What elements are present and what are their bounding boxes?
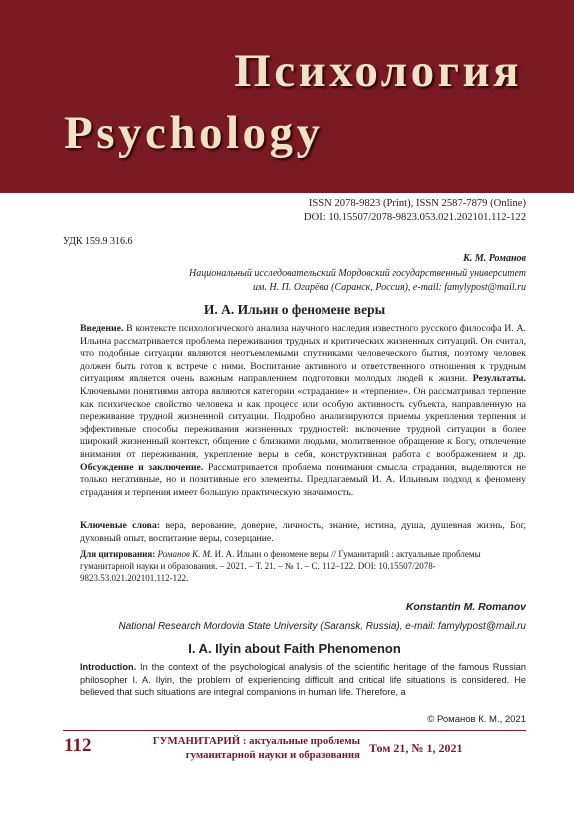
page-number: 112 bbox=[64, 735, 92, 756]
issn-block bbox=[304, 197, 526, 225]
volume-info: Том 21, № 1, 2021 bbox=[369, 741, 463, 755]
footer-rule bbox=[63, 730, 526, 731]
affiliation-ru-line2: им. Н. П. Огарёва (Саранск, Россия), e-mail: famylypost@mail.ru bbox=[253, 282, 526, 293]
affiliation-ru-line1: Национальный исследовательский Мордовский государственный университет bbox=[189, 268, 526, 279]
abstract-en bbox=[80, 661, 526, 699]
abstract-results-label: Результаты. bbox=[472, 373, 526, 385]
citation-ru bbox=[80, 548, 526, 584]
article-title-en: I. A. Ilyin about Faith Phenomenon bbox=[188, 641, 401, 656]
doi-line: DOI: 10.15507/2078-9823.053.021.202101.112-122 bbox=[303, 212, 526, 223]
affiliation-en: National Research Mordovia State University (Saransk, Russia), e-mail: famylypost@mail.ru bbox=[118, 621, 526, 632]
journal-title-ru: Психология bbox=[234, 45, 522, 97]
abstract-results-text: Ключевыми понятиями автора являются категории «страдание» и «терпение». Он рассматривал терпение как психическое свойство человека и как процесс или особую активность субъекта, направленную на переживание трудной жизненной ситуации. Подробно анализируются приемы укрепления терпения и эффективные способы переживания жизненных трудностей: включение трудной ситуации в более широкий жизненный контекст, общение с близкими людьми, молитвенное обращение к Богу, отвлечение внимания от переживания, укрепление веры в себя, конструктивная работа с воображением и др. bbox=[80, 385, 526, 460]
copyright: © Романов К. М., 2021 bbox=[427, 714, 526, 725]
keywords-text: вера, верование, доверие, личность, знание, истина, душа, душевная жизнь, Бог, духовный опыт, воспитание веры, созерцание. bbox=[80, 520, 526, 544]
issn-line: ISSN 2078-9823 (Print), ISSN 2587-7879 (Online) bbox=[308, 198, 526, 209]
journal-title-en: Psychology bbox=[64, 107, 324, 159]
abstract-ru bbox=[80, 323, 526, 499]
journal-name-line1: ГУМАНИТАРИЙ : актуальные проблемы bbox=[152, 735, 360, 747]
affiliation-ru bbox=[63, 267, 526, 295]
abstract-en-intro-label: Introduction. bbox=[80, 662, 137, 672]
udk-code: УДК 159.9 316.6 bbox=[63, 236, 133, 247]
citation-label: Для цитирования: bbox=[80, 549, 156, 559]
article-title-ru: И. А. Ильин о феномене веры bbox=[203, 302, 386, 317]
journal-name bbox=[132, 734, 360, 762]
abstract-intro-label: Введение. bbox=[80, 323, 124, 334]
citation-author: Романов К. М. bbox=[155, 549, 213, 559]
abstract-intro-text: В контексте психологического анализа научного наследия известного русского философа И. А. Ильина рассматривается проблема переживания трудных и критических жизненных ситуаций. Он считал, что подобные ситуации являются неотъемлемыми спутниками человеческого бытия, поэтому человек должен быть готов к встрече с ними. Воспитание активного и ответственного отношения к трудным ситуациям является очень важным направлением подготовки молодых людей к жизни. bbox=[80, 323, 526, 385]
journal-banner bbox=[0, 0, 574, 193]
abstract-en-intro-text: In the context of the psychological analysis of the scientific heritage of the famous Russian philosopher I. A. Ilyin, the problem of experiencing difficult and critical life situations is considered. He believed that such situations are integral companions in human life. Therefore, a bbox=[80, 662, 526, 698]
abstract-discussion-label: Обсуждение и заключение. bbox=[80, 461, 204, 473]
author-ru: К. М. Романов bbox=[463, 253, 526, 264]
keywords-label: Ключевые слова: bbox=[80, 520, 161, 531]
journal-name-line2: гуманитарной науки и образования bbox=[185, 749, 360, 761]
abstract-discussion-text: Рассматривается проблема понимания смысла страдания, выделяются не только негативные, но и позитивные его элементы. Предлагаемый И. А. Ильиным подход к феномену страдания и терпения имеет большую практическую значимость. bbox=[80, 461, 526, 498]
citation-text: И. А. Ильин о феномене веры // Гуманитарий : актуальные проблемы гуманитарной науки и образования. – 2021. – Т. 21. – № 1. – С. 112–122. DOI: 10.15507/2078-9823.53.021.202101.112-122. bbox=[80, 549, 481, 583]
author-en: Konstantin M. Romanov bbox=[405, 601, 526, 613]
keywords-ru bbox=[80, 520, 526, 545]
